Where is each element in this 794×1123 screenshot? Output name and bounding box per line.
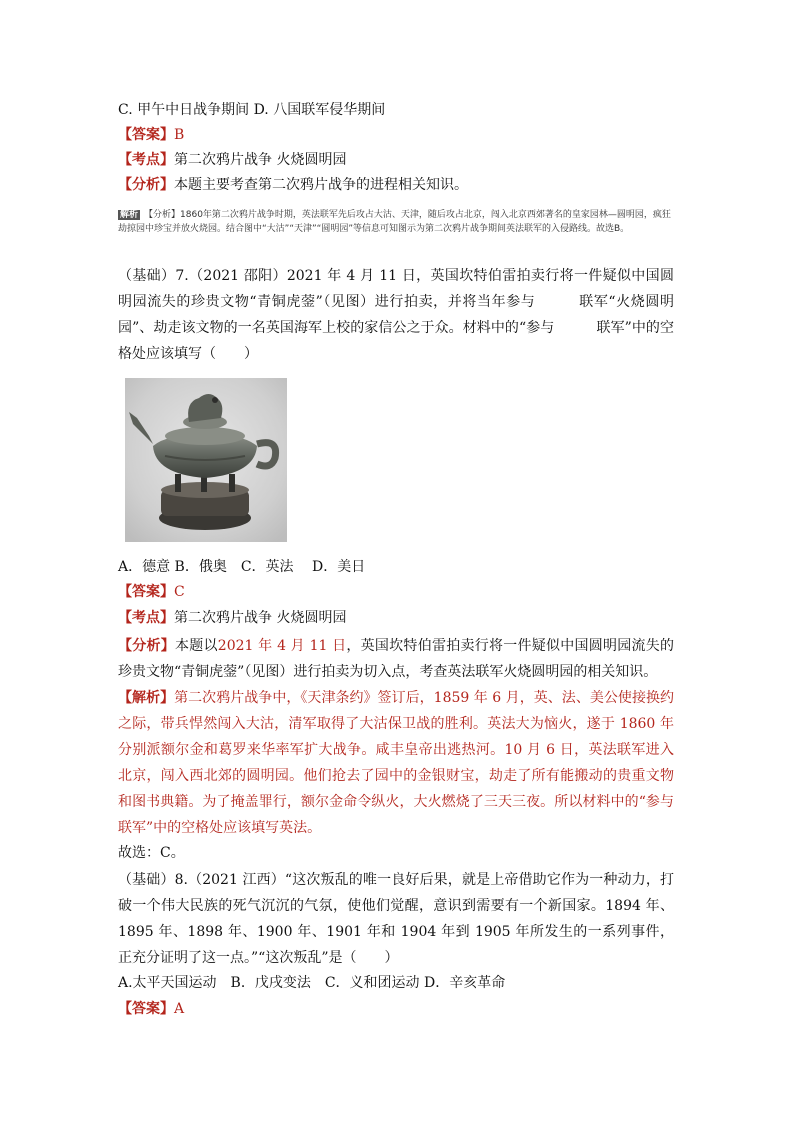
q6-options-cd: C. 甲午中日战争期间 D. 八国联军侵华期间 xyxy=(118,102,386,118)
analysis-label: 【分析】 xyxy=(118,177,174,193)
answer-value: B xyxy=(174,127,185,143)
answer-label: 【答案】 xyxy=(118,1001,174,1017)
point-value: 第二次鸦片战争 火烧圆明园 xyxy=(174,152,347,168)
q7-analysis xyxy=(118,633,674,685)
q6-analysis xyxy=(118,175,468,195)
detail-label: 解析 xyxy=(120,210,139,220)
answer-label: 【答案】 xyxy=(118,584,174,600)
analysis-text-c: ，英国坎特伯雷拍卖行将一件疑似中国圆明园流失的珍贵文物“青铜虎蓥”（见图）进行拍卖为切入点，考查英法联军火烧圆明园的相关知识。 xyxy=(118,638,675,680)
detail-text: 【分析】1860年第二次鸦片战争时期，英法联军先后攻占大沽、天津，随后攻占北京，闯入北京西郊著名的皇家园林—圆明园，疯狂劫掠园中珍宝并放火烧园。结合图中“大沽”“天津”“圆明园”等信息可知图示为第二次鸦片战争期间英法联军的入侵路线。故选B。 xyxy=(118,210,671,234)
q6-point xyxy=(118,150,346,170)
analysis-label: 【分析】 xyxy=(118,638,176,654)
q7-conclusion: 故选：C。 xyxy=(118,845,185,861)
q7-options: A．德意 B．俄奥 C．英法 D．美日 xyxy=(118,559,366,575)
analysis-text-a: 本题以 xyxy=(175,638,218,654)
point-value: 第二次鸦片战争 火烧圆明园 xyxy=(174,610,347,626)
q6-detail-block xyxy=(118,208,678,236)
point-label: 【考点】 xyxy=(118,152,174,168)
q8-options: A.太平天国运动 B．戊戌变法 C．义和团运动 D．辛亥革命 xyxy=(118,975,506,991)
solution-text: 第二次鸦片战争中，《天津条约》签订后，1859 年 6 月，英、法、美公使接换约之际，带兵悍然闯入大沽，清军取得了大沽保卫战的胜利。英法大为恼火，遂于 1860 年分别派额尔金和葛罗来华率军扩大战争。咸丰皇帝出逃热河。10 月 6 日，英法联军进入北京，闯入西北郊的圆明园。他们抢去了园中的金银财宝，劫走了所有能搬动的贵重文物和图书典籍。为了掩盖罪行，额尔金命令纵火，大火燃烧了三天三夜。所以材料中的“参与 联军”中的空格处应该填写英法。 xyxy=(118,690,716,836)
q8-answer xyxy=(118,999,184,1019)
analysis-value: 本题主要考查第二次鸦片战争的进程相关知识。 xyxy=(174,177,468,193)
q7-stem: （基础）7.（2021 邵阳）2021 年 4 月 11 日，英国坎特伯雷拍卖行将一件疑似中国圆明园流失的珍贵文物“青铜虎蓥”（见图）进行拍卖，并将当年参与 联军“火烧圆明园”、劫走该文物的一名英国海军上校的家信公之于众。材料中的“参与 联军”中的空格处应该填写（ ） xyxy=(118,268,674,362)
answer-value: A xyxy=(174,1001,185,1017)
answer-label: 【答案】 xyxy=(118,127,174,143)
solution-label: 【解析】 xyxy=(118,690,175,706)
bronze-vessel-illustration xyxy=(125,378,287,542)
q7-point xyxy=(118,608,346,628)
point-label: 【考点】 xyxy=(118,610,174,626)
bronze-vessel-image xyxy=(125,378,287,542)
answer-value: C xyxy=(174,584,185,600)
q7-answer xyxy=(118,582,185,602)
analysis-date: 2021 年 4 月 11 日 xyxy=(217,638,347,654)
q6-answer xyxy=(118,125,184,145)
q8-stem: （基础）8.（2021 江西）“这次叛乱的唯一良好后果，就是上帝借助它作为一种动力，打破一个伟大民族的死气沉沉的气氛，使他们觉醒，意识到需要有一个新国家。1894 年、1895 年、1898 年、1900 年、1901 年和 1904 年到 1905 年所发生的一系列事件，正充分证明了这一点。”“这次叛乱”是（ ） xyxy=(118,872,674,966)
q7-solution xyxy=(118,685,716,841)
